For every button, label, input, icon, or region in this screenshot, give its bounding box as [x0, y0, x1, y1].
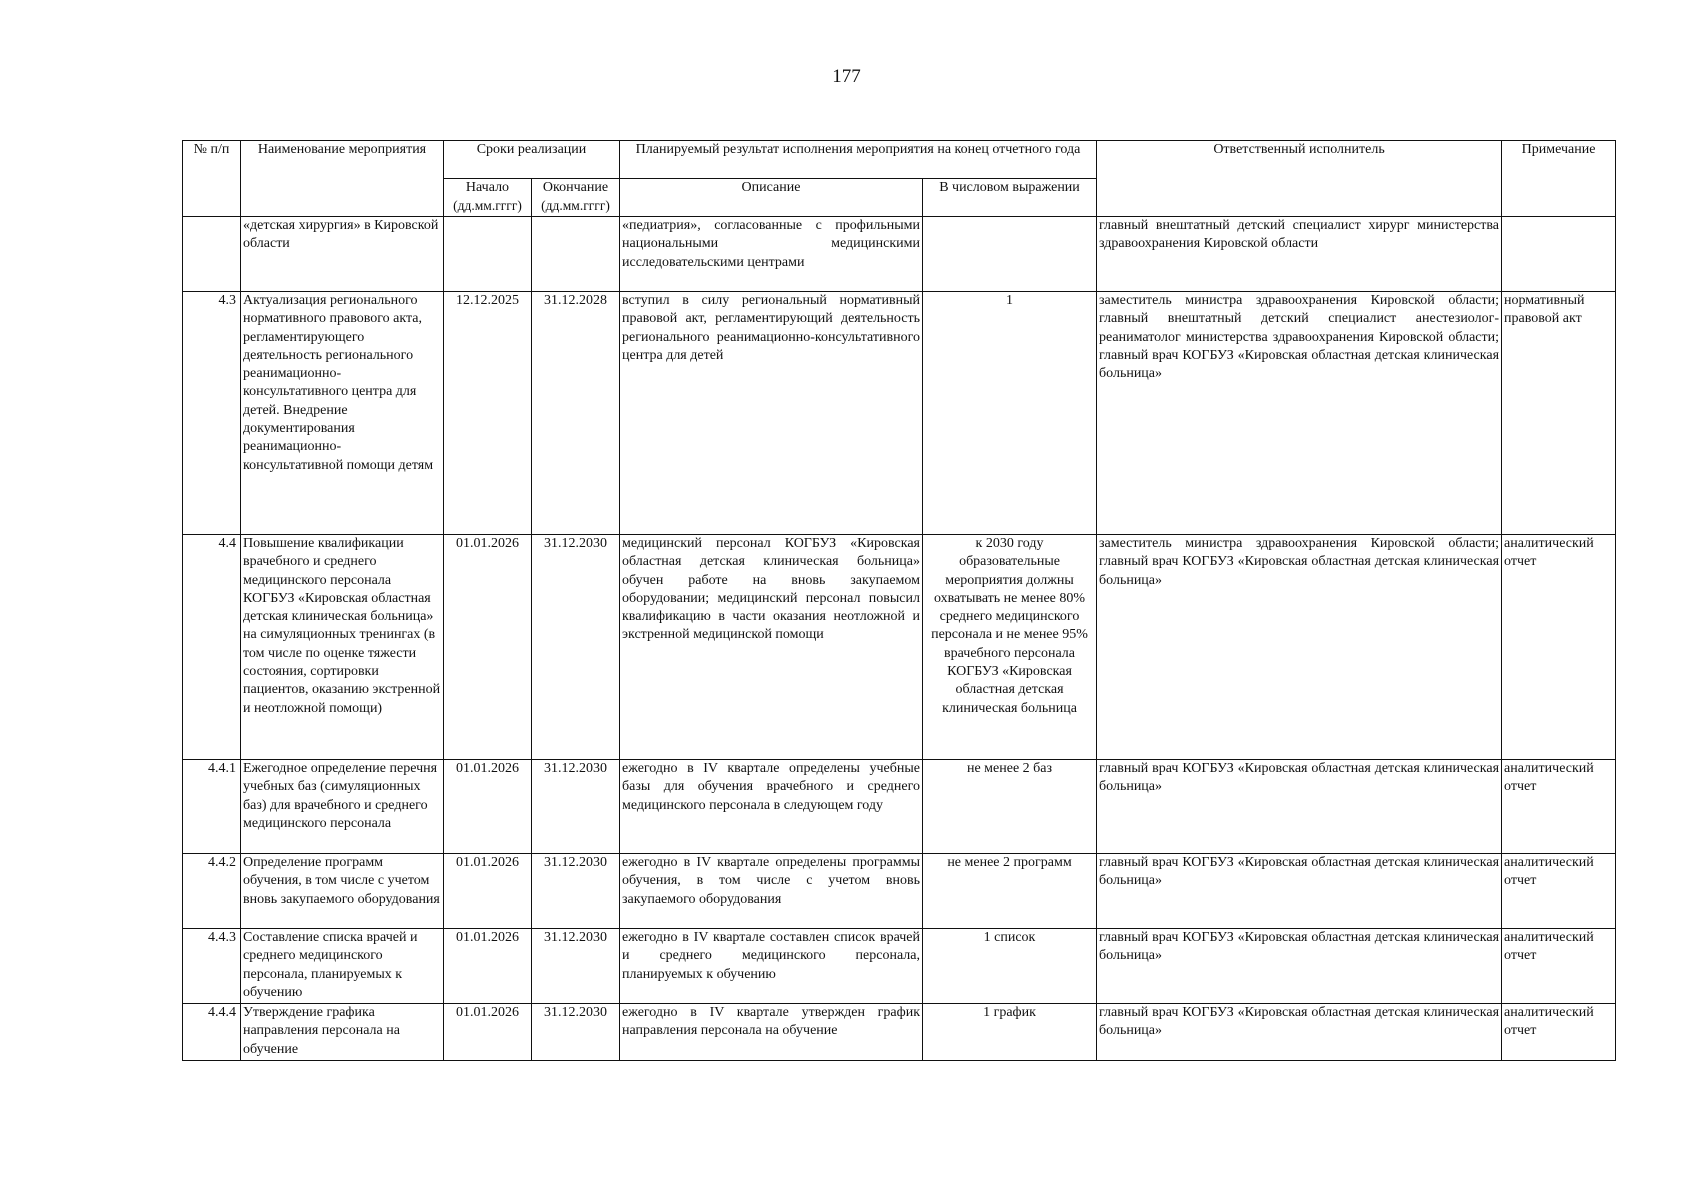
cell-value: 1 список: [923, 929, 1097, 1004]
header-description: Описание: [620, 179, 923, 217]
cell-value: [923, 217, 1097, 292]
cell-name: Составление списка врачей и среднего медицинского персонала, планируемых к обучению: [241, 929, 444, 1004]
header-name: Наименование мероприятия: [241, 141, 444, 217]
cell-value: 1 график: [923, 1004, 1097, 1061]
cell-name: Актуализация регионального нормативного правового акта, регламентирующего деятельность регионального реанимационно-консультативного центра для детей. Внедрение документирования реанимационно-консультативной помощи детям: [241, 292, 444, 535]
cell-responsible: главный врач КОГБУЗ «Кировская областная детская клиническая больница»: [1097, 929, 1502, 1004]
cell-name: Определение программ обучения, в том числе с учетом вновь закупаемого оборудования: [241, 854, 444, 929]
cell-name: «детская хирургия» в Кировской области: [241, 217, 444, 292]
cell-end: 31.12.2030: [532, 760, 620, 854]
header-start: [444, 179, 532, 217]
cell-responsible: главный внештатный детский специалист хирург министерства здравоохранения Кировской области: [1097, 217, 1502, 292]
cell-end: 31.12.2030: [532, 854, 620, 929]
header-terms: Сроки реализации: [444, 141, 620, 179]
cell-name: Ежегодное определение перечня учебных баз (симуляционных баз) для врачебного и среднего медицинского персонала: [241, 760, 444, 854]
header-start-format: (дд.мм.гггг): [453, 198, 522, 214]
cell-value: не менее 2 баз: [923, 760, 1097, 854]
cell-start: 01.01.2026: [444, 1004, 532, 1061]
cell-responsible: главный врач КОГБУЗ «Кировская областная детская клиническая больница»: [1097, 854, 1502, 929]
cell-note: аналитический отчет: [1502, 760, 1616, 854]
cell-num: 4.4.1: [183, 760, 241, 854]
cell-num: 4.4.4: [183, 1004, 241, 1061]
cell-value: не менее 2 программ: [923, 854, 1097, 929]
cell-end: 31.12.2030: [532, 929, 620, 1004]
table-row: [183, 854, 1616, 929]
cell-end: 31.12.2028: [532, 292, 620, 535]
cell-num: 4.4.3: [183, 929, 241, 1004]
cell-description: медицинский персонал КОГБУЗ «Кировская областная детская клиническая больница» обучен работе на вновь закупаемом оборудовании; медицинский персонал повысил квалификацию в части оказания неотложной и экстренной медицинской помощи: [620, 535, 923, 760]
cell-name: Утверждение графика направления персонала на обучение: [241, 1004, 444, 1061]
page-number: 177: [832, 66, 861, 87]
cell-description: ежегодно в IV квартале определены программы обучения, в том числе с учетом вновь закупаемого оборудования: [620, 854, 923, 929]
cell-name: Повышение квалификации врачебного и среднего медицинского персонала КОГБУЗ «Кировская областная детская клиническая больница» на симуляционных тренингах (в том числе по оценке тяжести состояния, сортировки пациентов, оказанию экстренной и неотложной помощи): [241, 535, 444, 760]
cell-note: аналитический отчет: [1502, 535, 1616, 760]
header-responsible: Ответственный исполнитель: [1097, 141, 1502, 217]
action-plan-table: [182, 140, 1616, 1061]
cell-note: аналитический отчет: [1502, 854, 1616, 929]
table-row: [183, 1004, 1616, 1061]
cell-note: аналитический отчет: [1502, 1004, 1616, 1061]
cell-description: вступил в силу региональный нормативный правовой акт, регламентирующий деятельность регионального реанимационно-консультативного центра для детей: [620, 292, 923, 535]
header-end-format: (дд.мм.гггг): [541, 198, 610, 214]
header-num: № п/п: [183, 141, 241, 217]
table-row: [183, 217, 1616, 292]
cell-note: [1502, 217, 1616, 292]
cell-responsible: заместитель министра здравоохранения Кировской области; главный внештатный детский специалист анестезиолог-реаниматолог министерства здравоохранения Кировской области; главный врач КОГБУЗ «Кировская областная детская клиническая больница»: [1097, 292, 1502, 535]
cell-start: [444, 217, 532, 292]
cell-num: 4.4: [183, 535, 241, 760]
cell-end: [532, 217, 620, 292]
cell-responsible: главный врач КОГБУЗ «Кировская областная детская клиническая больница»: [1097, 760, 1502, 854]
header-start-label: Начало: [465, 180, 510, 195]
cell-description: ежегодно в IV квартале составлен список врачей и среднего медицинского персонала, планируемых к обучению: [620, 929, 923, 1004]
cell-responsible: главный врач КОГБУЗ «Кировская областная детская клиническая больница»: [1097, 1004, 1502, 1061]
cell-description: ежегодно в IV квартале определены учебные базы для обучения врачебного и среднего медицинского персонала в следующем году: [620, 760, 923, 854]
table-row: [183, 292, 1616, 535]
header-end-label: Окончание: [542, 180, 609, 195]
cell-note: нормативный правовой акт: [1502, 292, 1616, 535]
cell-start: 01.01.2026: [444, 929, 532, 1004]
header-end: [532, 179, 620, 217]
cell-num: [183, 217, 241, 292]
cell-responsible: заместитель министра здравоохранения Кировской области; главный врач КОГБУЗ «Кировская областная детская клиническая больница»: [1097, 535, 1502, 760]
table-row: [183, 929, 1616, 1004]
cell-value: к 2030 году образовательные мероприятия должны охватывать не менее 80% среднего медицинского персонала и не менее 95% врачебного персонала КОГБУЗ «Кировская областная детская клиническая больница: [923, 535, 1097, 760]
table-row: [183, 760, 1616, 854]
header-note: Примечание: [1502, 141, 1616, 217]
cell-start: 01.01.2026: [444, 854, 532, 929]
cell-description: ежегодно в IV квартале утвержден график направления персонала на обучение: [620, 1004, 923, 1061]
cell-end: 31.12.2030: [532, 1004, 620, 1061]
header-numeric: В числовом выражении: [923, 179, 1097, 217]
header-result: Планируемый результат исполнения мероприятия на конец отчетного года: [620, 141, 1097, 179]
cell-num: 4.3: [183, 292, 241, 535]
cell-end: 31.12.2030: [532, 535, 620, 760]
cell-note: аналитический отчет: [1502, 929, 1616, 1004]
cell-value: 1: [923, 292, 1097, 535]
cell-description: «педиатрия», согласованные с профильными национальными медицинскими исследовательскими центрами: [620, 217, 923, 292]
table-row: [183, 535, 1616, 760]
cell-start: 01.01.2026: [444, 760, 532, 854]
cell-start: 12.12.2025: [444, 292, 532, 535]
cell-num: 4.4.2: [183, 854, 241, 929]
cell-start: 01.01.2026: [444, 535, 532, 760]
